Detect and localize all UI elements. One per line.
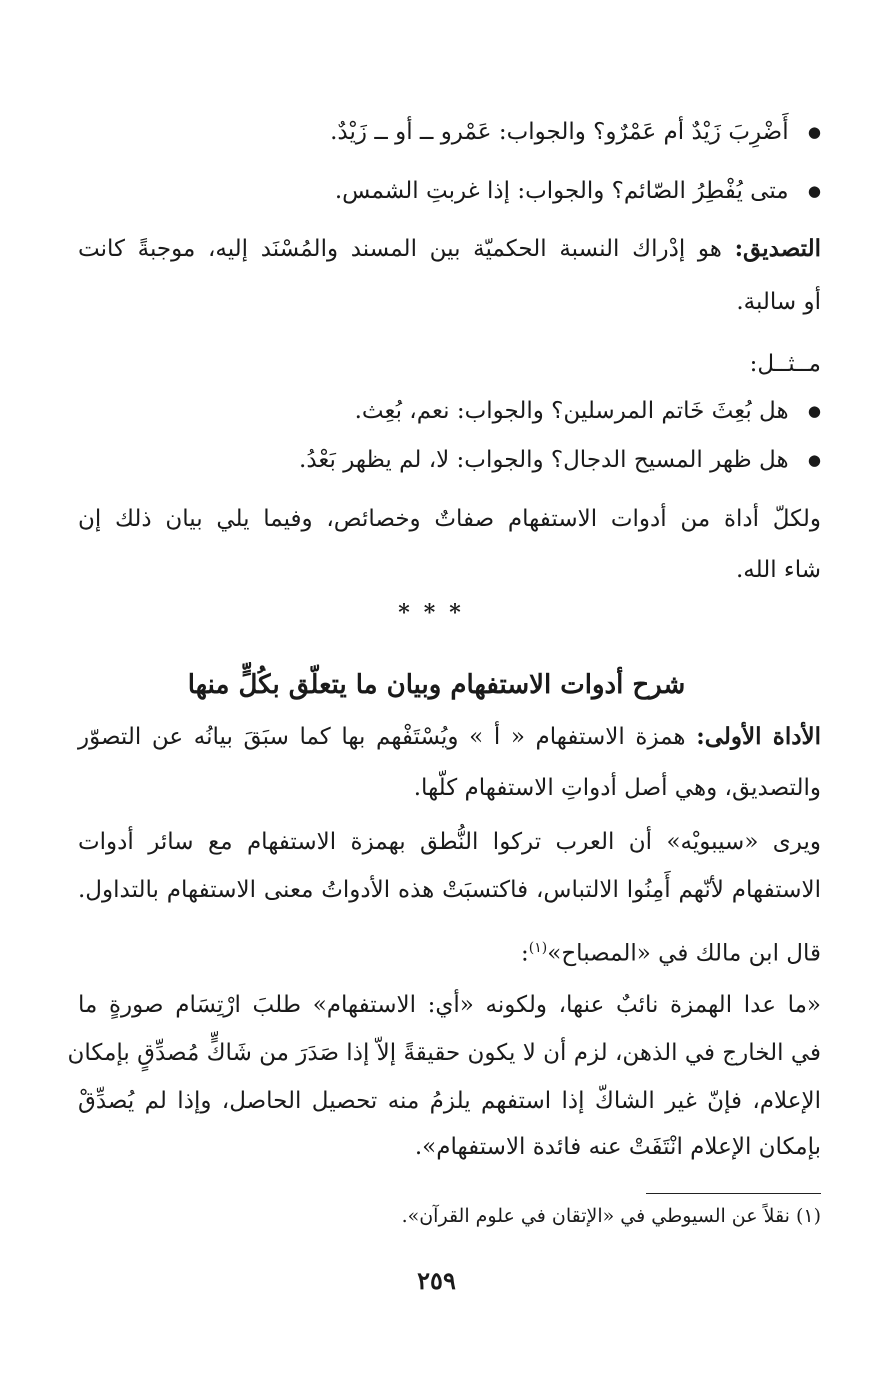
bullet-question-fasting	[78, 175, 821, 209]
para-tools-line-2: شاء الله.	[735, 557, 821, 583]
first-tool-term: الأداة الأولى:	[696, 723, 821, 750]
footnote	[78, 1203, 821, 1229]
sibawayh-line-2: الاستفهام لأنّهم أَمِنُوا الالتباس، فاكتسبَتْ هذه الأدواتُ معنى الاستفهام بالتداول.	[78, 877, 821, 903]
ibn-malik-text: قال ابن مالك في «المصباح»	[547, 940, 821, 967]
footnote-separator	[646, 1193, 821, 1194]
bullet-text: متى يُفْطِرُ الصّائم؟ والجواب: إذا غربتِ الشمس.	[334, 178, 789, 204]
first-tool-text: همزة الاستفهام « أ » ويُسْتَفْهم بها كما سبَقَ بيانُه عن التصوّر	[78, 724, 686, 750]
first-tool-line-1	[78, 721, 821, 753]
bullet-question-dajjal	[78, 444, 821, 478]
bullet-question-prophet	[78, 395, 821, 429]
footnote-text: نقلاً عن السيوطي في «الإتقان في علوم القرآن».	[401, 1205, 790, 1227]
tasdiq-text: هو إدْراك النسبة الحكميّة بين المسند والمُسْنَد إليه، موجبةً كانت	[78, 236, 722, 262]
sibawayh-line-1: ويرى «سيبويْه» أن العرب تركوا النُّطق بهمزة الاستفهام مع سائر أدوات	[78, 829, 821, 855]
quote-line-4: بإمكان الإعلام انْتَفَتْ عنه فائدة الاستفهام».	[414, 1134, 821, 1160]
bullet-text: أَضْرِبَ زَيْدٌ أم عَمْرٌو؟ والجواب: عَمْرو ــ أو ــ زَيْدٌ.	[330, 119, 789, 145]
section-separator: ***	[398, 600, 475, 626]
example-label: مــثــل:	[749, 351, 821, 377]
bullet-text: هل ظهر المسيح الدجال؟ والجواب: لا، لم يظهر بَعْدُ.	[299, 447, 789, 473]
tasdiq-term: التصديق:	[734, 235, 821, 262]
quote-line-3: الإعلام، فإنّ غير الشاكّ إذا استفهم يلزمُ منه تحصيل الحاصل، وإذا لم يُصدِّقْ	[78, 1088, 821, 1114]
footnote-reference[interactable]: (١)	[528, 940, 548, 956]
ibn-malik-line	[78, 932, 821, 970]
tasdiq-definition-line-1	[78, 233, 821, 265]
quote-line-1: «ما عدا الهمزة نائبٌ عنها، ولكونه «أي: الاستفهام» طلبَ ارْتِسَام صورةٍ ما	[78, 992, 821, 1018]
quote-line-2: في الخارج في الذهن، لزم أن لا يكون حقيقةً إلاّ إذا صَدَرَ من شَاكٍّ مُصدِّقٍ بإمكان	[67, 1040, 821, 1066]
first-tool-line-2: والتصديق، وهي أصل أدواتِ الاستفهام كلّها.	[413, 775, 821, 801]
bullet-text: هل بُعِثَ خَاتم المرسلين؟ والجواب: نعم، بُعِث.	[354, 398, 789, 424]
section-title: شرح أدوات الاستفهام وبيان ما يتعلّق بكُلٍّ منها	[187, 670, 686, 700]
bullet-question-zaid-amr	[78, 116, 821, 150]
para-tools-line-1: ولكلّ أداة من أدوات الاستفهام صفاتٌ وخصائص، وفيما يلي بيان ذلك إن	[78, 506, 821, 532]
tasdiq-definition-line-2: أو سالبة.	[736, 289, 821, 315]
footnote-number: (١)	[795, 1205, 821, 1227]
page-number: ٢٥٩	[417, 1266, 456, 1295]
ibn-malik-colon: :	[521, 940, 529, 967]
